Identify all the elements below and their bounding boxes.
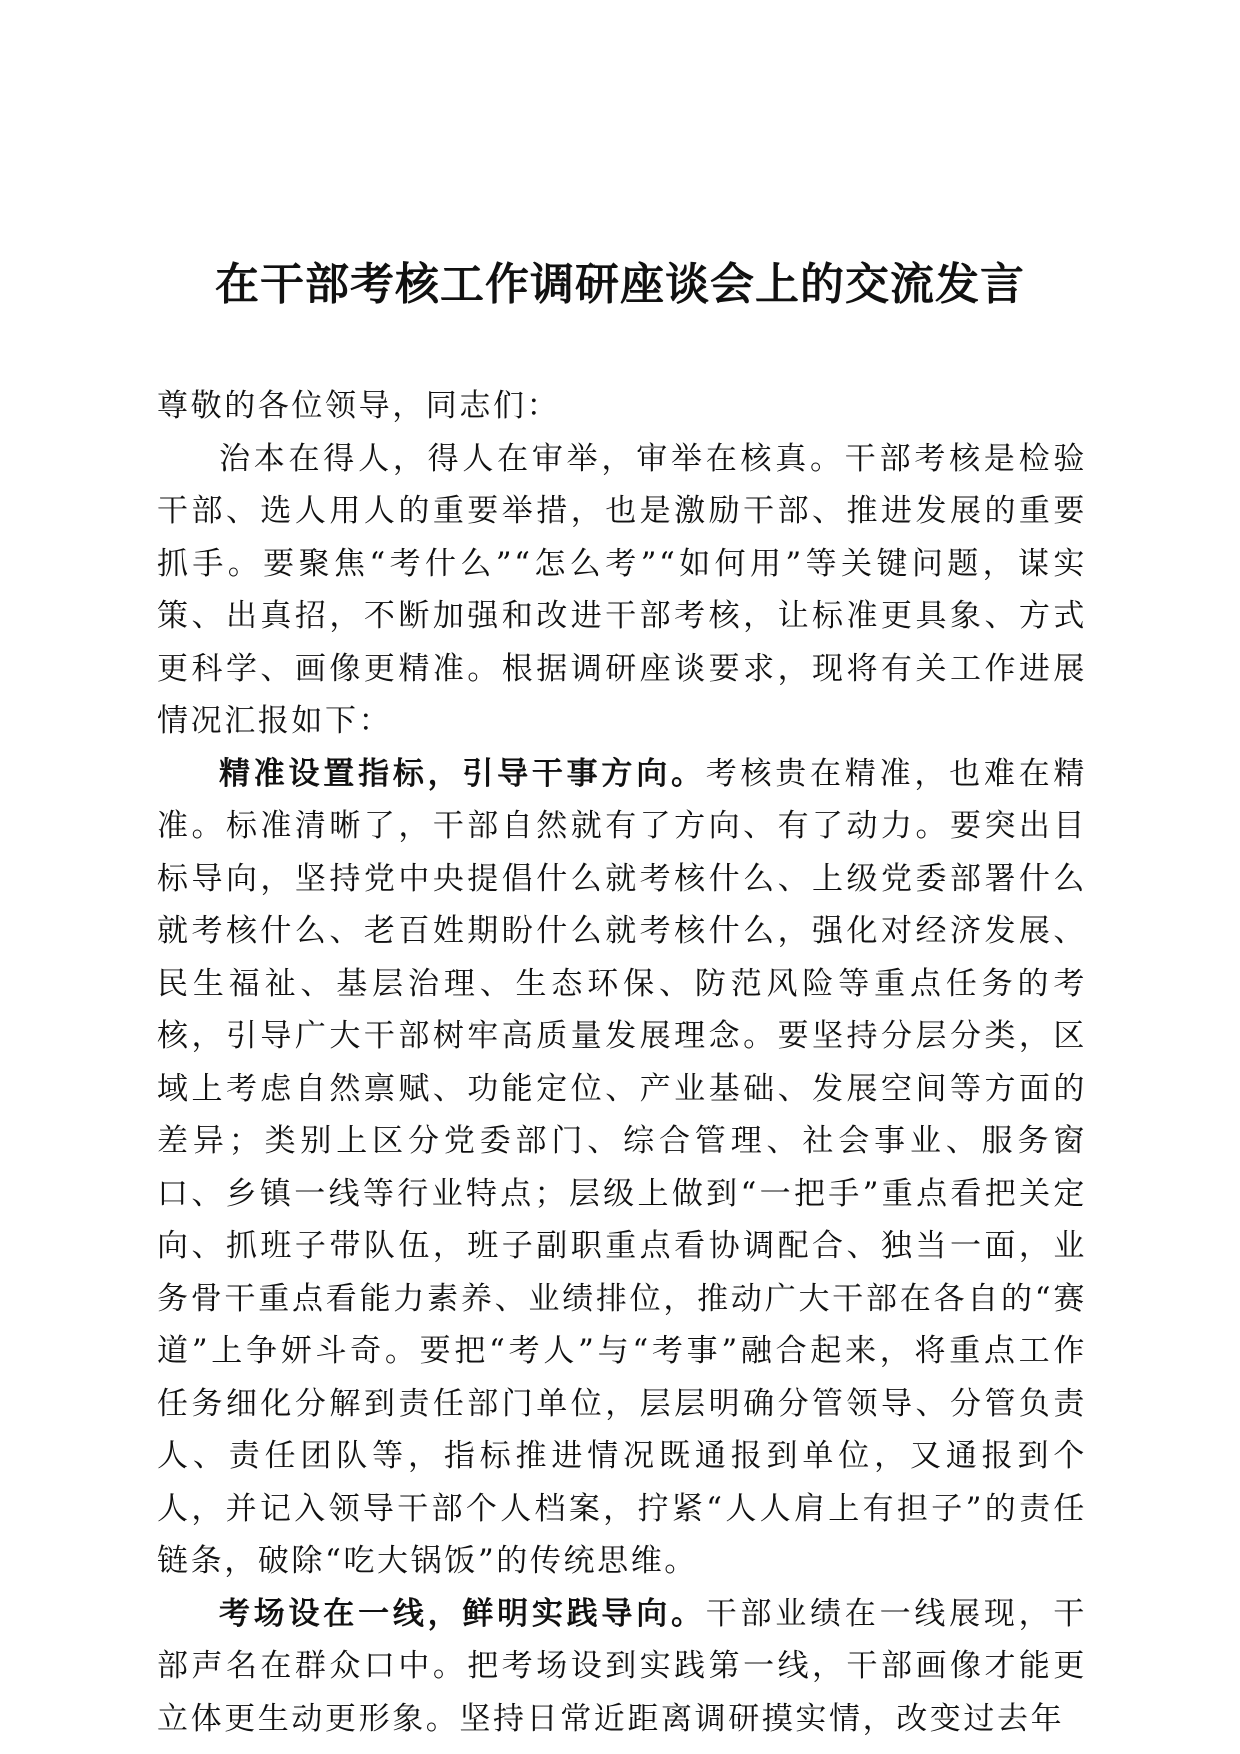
section-heading: 考场设在一线，鲜明实践导向。 — [219, 1595, 706, 1632]
document-title: 在干部考核工作调研座谈会上的交流发言 — [215, 259, 1025, 310]
section-paragraph — [157, 748, 1087, 1588]
section-paragraph — [157, 1588, 1087, 1746]
section-heading: 精准设置指标，引导干事方向。 — [219, 755, 706, 792]
section-text: 干部业绩在一线展现，干部声名在群众口中。把考场设到实践第一线，干部画像才能更立体更生动更形象。坚持日常近距离调研摸实情，改变过去年 — [157, 1595, 1087, 1737]
section-text: 考核贵在精准，也难在精准。标准清晰了，干部自然就有了方向、有了动力。要突出目标导向，坚持党中央提倡什么就考核什么、上级党委部署什么就考核什么、老百姓期盼什么就考核什么，强化对经济发展、民生福祉、基层治理、生态环保、防范风险等重点任务的考核，引导广大干部树牢高质量发展理念。要坚持分层分类，区域上考虑自然禀赋、功能定位、产业基础、发展空间等方面的差异；类别上区分党委部门、综合管理、社会事业、服务窗口、乡镇一线等行业特点；层级上做到“一把手”重点看把关定向、抓班子带队伍，班子副职重点看协调配合、独当一面，业务骨干重点看能力素养、业绩排位，推动广大干部在各自的“赛道”上争妍斗奇。要把“考人”与“考事”融合起来，将重点工作任务细化分解到责任部门单位，层层明确分管领导、分管负责人、责任团队等，指标推进情况既通报到单位，又通报到个人，并记入领导干部个人档案，拧紧“人人肩上有担子”的责任链条，破除“吃大锅饭”的传统思维。 — [157, 755, 1087, 1579]
salutation: 尊敬的各位领导，同志们： — [157, 388, 561, 424]
intro-paragraph: 治本在得人，得人在审举，审举在核真。干部考核是检验干部、选人用人的重要举措，也是激励干部、推进发展的重要抓手。要聚焦“考什么”“怎么考”“如何用”等关键问题，谋实策、出真招，不断加强和改进干部考核，让标准更具象、方式更科学、画像更精准。根据调研座谈要求，现将有关工作进展情况汇报如下： — [157, 440, 1087, 739]
document-body — [157, 380, 1087, 1745]
